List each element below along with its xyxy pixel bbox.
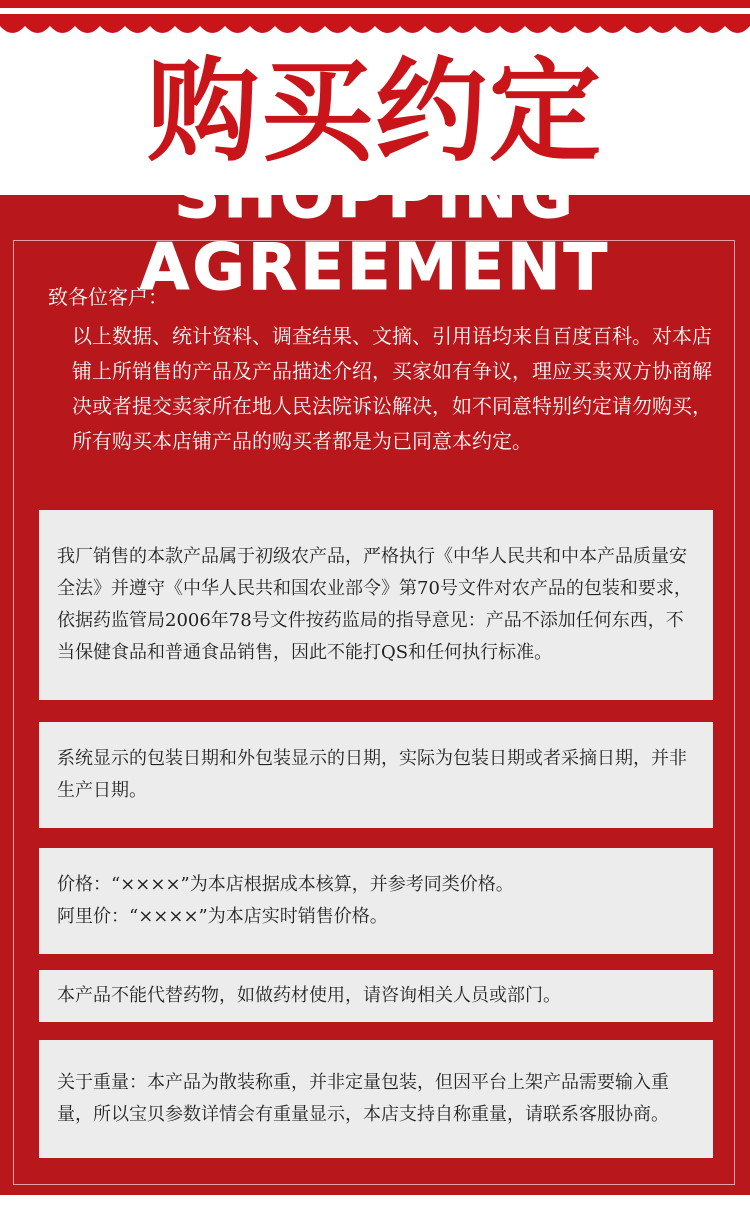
top-stripe — [0, 0, 750, 8]
intro-greeting: 致各位客户： — [48, 285, 168, 309]
notice-box-product-category — [39, 510, 713, 700]
notice-text: 关于重量：本产品为散装称重，并非定量包装，但因平台上架产品需要输入重量，所以宝贝参数详情会有重量显示，本店支持自称重量，请联系客服协商。 — [57, 1072, 669, 1125]
notice-box-price — [39, 848, 713, 954]
bottom-margin — [0, 1195, 750, 1205]
page-title-en: SHOPPING AGREEMENT — [139, 159, 611, 305]
notice-ali-price-line: 阿里价：“××××”为本店实时销售价格。 — [57, 906, 388, 927]
notice-text: 本产品不能代替药物，如做药材使用，请咨询相关人员或部门。 — [57, 985, 561, 1006]
intro-section — [48, 280, 718, 459]
scalloped-border — [0, 20, 750, 42]
notice-text: 系统显示的包装日期和外包装显示的日期，实际为包装日期或者采摘日期，并非生产日期。 — [57, 748, 687, 801]
notice-box-weight — [39, 1040, 713, 1158]
notice-box-medicine — [39, 970, 713, 1022]
notice-box-date — [39, 722, 713, 828]
notice-price-line: 价格：“××××”为本店根据成本核算，并参考同类价格。 — [57, 874, 514, 895]
page-title-cn: 购买约定 — [147, 47, 603, 177]
intro-body: 以上数据、统计资料、调查结果、文摘、引用语均来自百度百科。对本店铺上所销售的产品及产品描述介绍，买家如有争议，理应买卖双方协商解决或者提交卖家所在地人民法院诉讼解决，如不同意特别约定请勿购买，所有购买本店铺产品的购买者都是为已同意本约定。 — [72, 324, 712, 453]
notice-text: 我厂销售的本款产品属于初级农产品，严格执行《中华人民共和中本产品质量安全法》并遵守《中华人民共和国农业部令》第70号文件对农产品的包装和要求，依据药监管局2006年78号文件按药监局的指导意见：产品不添加任何东西，不当保健食品和普通食品销售，因此不能打QS和任何执行标准。 — [57, 546, 692, 663]
